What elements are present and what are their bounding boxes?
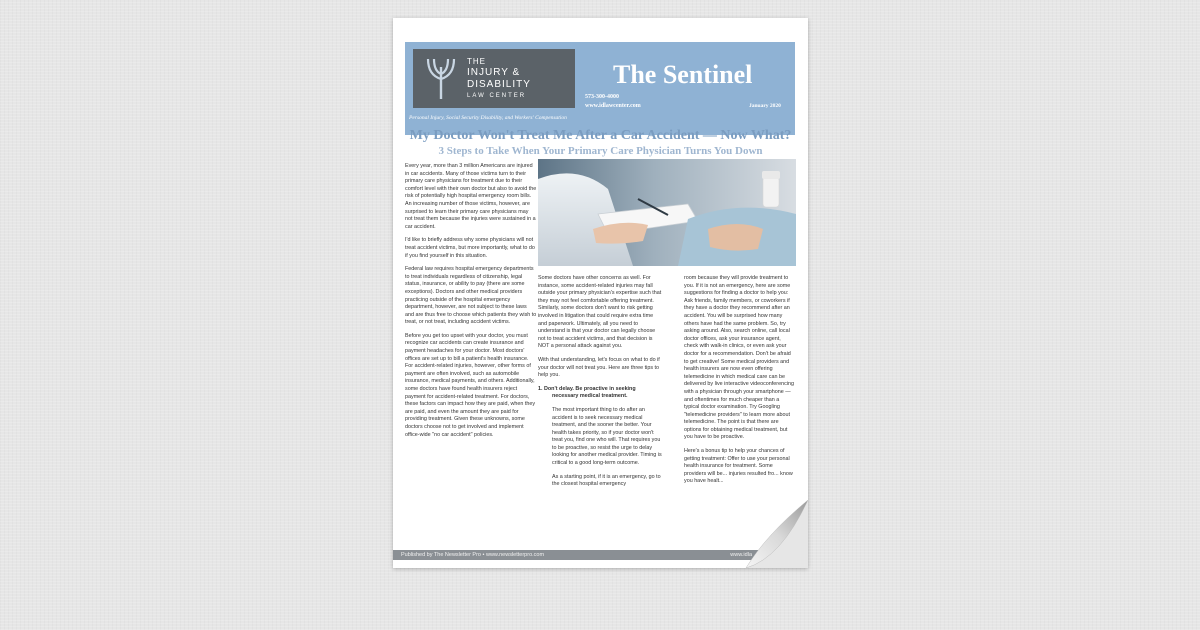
logo-text-disability: DISABILITY [467, 79, 531, 90]
paragraph: Here's a bonus tip to help your chances of getting treatment: Offer to use your personal health insurance for treatment. Some providers will be... injuries resulted fro... know you have healt... [684, 448, 793, 485]
law-center-logo [413, 49, 575, 108]
paragraph: With that understanding, let's focus on what to do if your doctor will not treat you. Here are three tips to help you. [538, 356, 660, 379]
article-column-3 [684, 275, 796, 492]
logo-text-injury: INJURY & [467, 67, 521, 78]
newsletter-page [393, 18, 808, 568]
article-headline: My Doctor Won't Treat Me After a Car Accident — Now What? [409, 128, 792, 143]
paragraph: Before you get too upset with your doctor, you must recognize car accidents can create insurance and payment headaches for your doctor. Most doctors' offices are set up to bill a patient's health insurance. For accident-related injuries, however, other forms of payment are often involved, such as automobile insurance, medical payments, and others. Additionally, some doctors have found health insurers reject payment for accident-related treatment. For doctors, these factors can impact how they are paid, when they are paid, and even the amount they are paid for providing treatment. Given these unknowns, some doctors choose not to get involved and implement office-wide "no car accident" policies. [405, 332, 536, 438]
article-column-1 [405, 163, 537, 445]
paragraph: Some doctors have other concerns as well. For instance, some accident-related injuries may fall outside your primary physician's expertise such that they may not feel comfortable offering treatment. Similarly, some doctors don't want to risk getting involved in litigation that could require extra time and paperwork. Ultimately, all you need to understand is that your doctor can legally choose not to treat accident victims, and that decision is NOT a personal attack against you. [538, 275, 662, 350]
article-column-2 [538, 275, 663, 495]
doctor-patient-photo [538, 159, 796, 266]
phone-number: 573-300-4000 [585, 94, 619, 100]
paragraph: As a starting point, if it is an emergency, go to the closest hospital emergency [552, 473, 661, 488]
paragraph: The most important thing to do after an accident is to seek necessary medical treatment, and the sooner the better. Your health takes priority, so if your doctor won't treat you, find one who will. That requires you to be proactive, so resist the urge to delay looking for another medical provider. Timing is critical to a good long-term outcome. [552, 406, 662, 467]
page-curl-icon [706, 500, 808, 568]
logo-text-the: THE [467, 57, 486, 66]
footer-website: www.idla [730, 551, 752, 558]
masthead [405, 42, 795, 135]
website-url: www.idlawcenter.com [585, 103, 641, 109]
tip-heading: 1. Don't delay. Be proactive in seeking necessary medical treatment. [538, 385, 636, 400]
publisher-credit: Published by The Newsletter Pro • www.newsletterpro.com [401, 551, 545, 558]
paragraph: Federal law requires hospital emergency departments to treat individuals regardless of citizenship, legal status, insurance, or ability to pay (there are some exceptions). Doctors and other medical providers practicing outside of the hospital emergency department, however, are not subject to these laws and are thus free to choose which patients they wish to treat, or not treat, including accident victims. [405, 266, 537, 326]
newsletter-title: The Sentinel [613, 60, 753, 89]
article-subhead: 3 Steps to Take When Your Primary Care Physician Turns You Down [438, 145, 763, 157]
paragraph: Every year, more than 3 million Americans are injured in car accidents. Many of those victims turn to their primary care physicians for treatment due to their comfort level with their own doctor but also to avoid the risk of potentially high hospital emergency room bills. An increasing number of those victims, however, are surprised to learn their primary care physicians may not treat them because the injuries were sustained in a car accident. [405, 163, 537, 230]
practice-tagline: Personal Injury, Social Security Disability, and Workers' Compensation [409, 115, 567, 121]
paragraph: I'd like to briefly address why some physicians will not treat accident victims, but more importantly, what to do if you find yourself in this situation. [405, 237, 535, 259]
paragraph: room because they will provide treatment to you. If it is not an emergency, here are some suggestions for finding a doctor to help you: Ask friends, family members, or coworkers if they have a doctor they recommend after an accident. You will be surprised how many others have had the same problem. So, try asking around. Also, search online, call local doctor offices, ask your insurance agent, check with walk-in clinics, or even ask your doctor for a recommendation. Don't be afraid to get creative! Some medical providers and health insurers are now even offering telemedicine in which medical care can be delivered by live interactive videoconferencing with a physician through your smartphone — and oftentimes for much cheaper than a typical doctor examination. Try Googling "telemedicine providers" to learn more about telemedicine. The point is that there are options for obtaining medical treatment, but you have to be proactive. [684, 275, 794, 441]
logo-text-law-center: LAW CENTER [467, 93, 527, 99]
logo-mark-icon [422, 55, 460, 101]
issue-date: January 2020 [749, 103, 781, 109]
